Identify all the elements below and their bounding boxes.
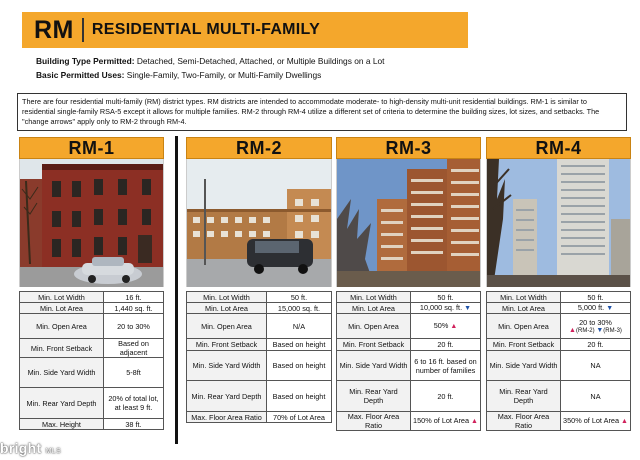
row-value (411, 303, 481, 314)
table-row (187, 303, 332, 314)
banner-separator (82, 18, 84, 42)
row-label: Min. Side Yard Width (20, 358, 104, 388)
row-label: Min. Rear Yard Depth (487, 381, 561, 412)
row-value: 1,440 sq. ft. (104, 303, 164, 314)
row-label: Min. Front Setback (487, 339, 561, 351)
row-label: Min. Side Yard Width (487, 351, 561, 381)
table-row (187, 412, 332, 423)
row-value-text: 20 to 30% (579, 317, 612, 327)
row-value-subnote (563, 327, 628, 335)
row-value: 70% of Lot Area (267, 412, 332, 423)
row-label: Min. Side Yard Width (337, 351, 411, 381)
building-type-value: Detached, Semi-Detached, Attached, or Multiple Buildings on a Lot (136, 56, 385, 66)
table-row (487, 339, 631, 351)
row-value: 20 ft. (411, 381, 481, 412)
row-value: Based on adjacent (104, 339, 164, 358)
row-value: Based on height (267, 339, 332, 351)
row-label: Min. Front Setback (337, 339, 411, 351)
row-value: 15,000 sq. ft. (267, 303, 332, 314)
building-type-permitted (36, 56, 385, 66)
table-row (487, 314, 631, 339)
table-row (20, 339, 164, 358)
arrow-up-icon: ▲ (621, 418, 628, 425)
row-value: N/A (267, 314, 332, 339)
table-row (337, 412, 481, 431)
row-label: Min. Open Area (187, 314, 267, 339)
row-label: Min. Rear Yard Depth (187, 381, 267, 412)
row-label: Max. Height (20, 419, 104, 430)
row-label: Min. Rear Yard Depth (337, 381, 411, 412)
row-label: Min. Lot Area (20, 303, 104, 314)
row-value: 20 to 30% (104, 314, 164, 339)
table-row (20, 388, 164, 419)
rm2-requirements-table (186, 291, 332, 423)
table-row (20, 303, 164, 314)
row-label: Min. Lot Width (337, 292, 411, 303)
rm3-requirements-table (336, 291, 481, 431)
table-row (337, 303, 481, 314)
row-label: Min. Open Area (20, 314, 104, 339)
row-value: Based on height (267, 351, 332, 381)
row-value: NA (561, 381, 631, 412)
row-value: Based on height (267, 381, 332, 412)
row-label: Min. Open Area (487, 314, 561, 339)
table-row (20, 358, 164, 388)
watermark-brand: bright (0, 440, 42, 456)
table-row (487, 412, 631, 431)
table-row (337, 339, 481, 351)
table-row (487, 303, 631, 314)
rm1-photo (19, 159, 164, 287)
row-value: 16 ft. (104, 292, 164, 303)
row-value (561, 314, 631, 339)
row-value: 6 to 16 ft. based on number of families (411, 351, 481, 381)
table-row (187, 314, 332, 339)
row-value-text: 10,000 sq. ft. (419, 303, 463, 312)
table-row (487, 351, 631, 381)
subnote-rm2: (RM-2) (575, 327, 595, 334)
district-heading: RM-3 (336, 137, 481, 159)
row-value: 20% of total lot, at least 9 ft. (104, 388, 164, 419)
table-row (187, 381, 332, 412)
row-value: 50 ft. (267, 292, 332, 303)
table-row (487, 292, 631, 303)
row-value: 38 ft. (104, 419, 164, 430)
row-label: Min. Lot Area (337, 303, 411, 314)
table-row (337, 381, 481, 412)
rm2-photo (186, 159, 332, 287)
arrow-up-icon: ▲ (450, 323, 458, 330)
arrow-down-icon: ▼ (606, 305, 614, 312)
district-heading: RM-1 (19, 137, 164, 159)
row-value (561, 303, 631, 314)
row-value: 20 ft. (411, 339, 481, 351)
row-label: Min. Open Area (337, 314, 411, 339)
arrow-up-icon: ▲ (569, 326, 576, 334)
header-banner (22, 12, 468, 48)
arrow-down-icon: ▼ (596, 326, 604, 334)
building-type-label: Building Type Permitted: (36, 56, 135, 66)
basic-permitted-uses (36, 70, 321, 80)
row-value: 50 ft. (561, 292, 631, 303)
row-value-text: 5,000 ft. (577, 303, 605, 312)
table-row (187, 339, 332, 351)
row-label: Min. Lot Area (487, 303, 561, 314)
arrow-down-icon: ▼ (464, 305, 472, 312)
row-label: Max. Floor Area Ratio (337, 412, 411, 431)
intro-paragraph: There are four residential multi-family (RM) district types. RM districts are intended to accommodate moderate- to high-density multi-unit residential buildings. RM-1 is similar to residential single-family RSA-5 except it allows for multiple families. RM-2 through RM-4 utilize a different set of criteria to determine the building sizes, lot sizes, and setbacks. The "change arrows" apply only to RM-2 through RM-4. (17, 93, 627, 131)
row-label: Max. Floor Area Ratio (487, 412, 561, 431)
table-row (187, 292, 332, 303)
table-row (20, 314, 164, 339)
rm1-requirements-table (19, 291, 164, 430)
rm4-requirements-table (486, 291, 631, 431)
row-value: NA (561, 351, 631, 381)
rm3-photo (336, 159, 481, 287)
district-column-rm2 (186, 137, 332, 287)
row-label: Min. Rear Yard Depth (20, 388, 104, 419)
rm4-photo (486, 159, 631, 287)
table-row (337, 292, 481, 303)
row-label: Min. Side Yard Width (187, 351, 267, 381)
row-label: Min. Lot Area (187, 303, 267, 314)
table-row (337, 314, 481, 339)
row-label: Min. Lot Width (187, 292, 267, 303)
page-title: RESIDENTIAL MULTI-FAMILY (91, 21, 321, 38)
row-label: Min. Lot Width (487, 292, 561, 303)
watermark (0, 440, 61, 456)
row-value (561, 412, 631, 431)
table-row (487, 381, 631, 412)
row-value (411, 412, 481, 431)
table-row (20, 419, 164, 430)
row-value (411, 314, 481, 339)
row-value: 50 ft. (411, 292, 481, 303)
row-value-text: 350% of Lot Area (563, 416, 619, 425)
subnote-rm3: (RM-3) (603, 327, 622, 334)
district-column-rm4 (486, 137, 631, 287)
row-label: Max. Floor Area Ratio (187, 412, 267, 423)
row-value-text: 150% of Lot Area (413, 416, 469, 425)
district-column-rm1 (19, 137, 164, 287)
district-heading: RM-2 (186, 137, 332, 159)
permitted-uses-value: Single-Family, Two-Family, or Multi-Family Dwellings (126, 70, 322, 80)
arrow-up-icon: ▲ (471, 418, 478, 425)
row-label: Min. Front Setback (187, 339, 267, 351)
row-value: 5-8ft (104, 358, 164, 388)
column-divider (175, 136, 178, 444)
row-value-text: 50% (433, 321, 449, 330)
watermark-suffix: MLS (45, 448, 61, 455)
table-row (337, 351, 481, 381)
table-row (20, 292, 164, 303)
row-label: Min. Lot Width (20, 292, 104, 303)
district-heading: RM-4 (486, 137, 631, 159)
table-row (187, 351, 332, 381)
district-code: RM (34, 15, 74, 44)
permitted-uses-label: Basic Permitted Uses: (36, 70, 125, 80)
district-column-rm3 (336, 137, 481, 287)
row-label: Min. Front Setback (20, 339, 104, 358)
row-value: 20 ft. (561, 339, 631, 351)
